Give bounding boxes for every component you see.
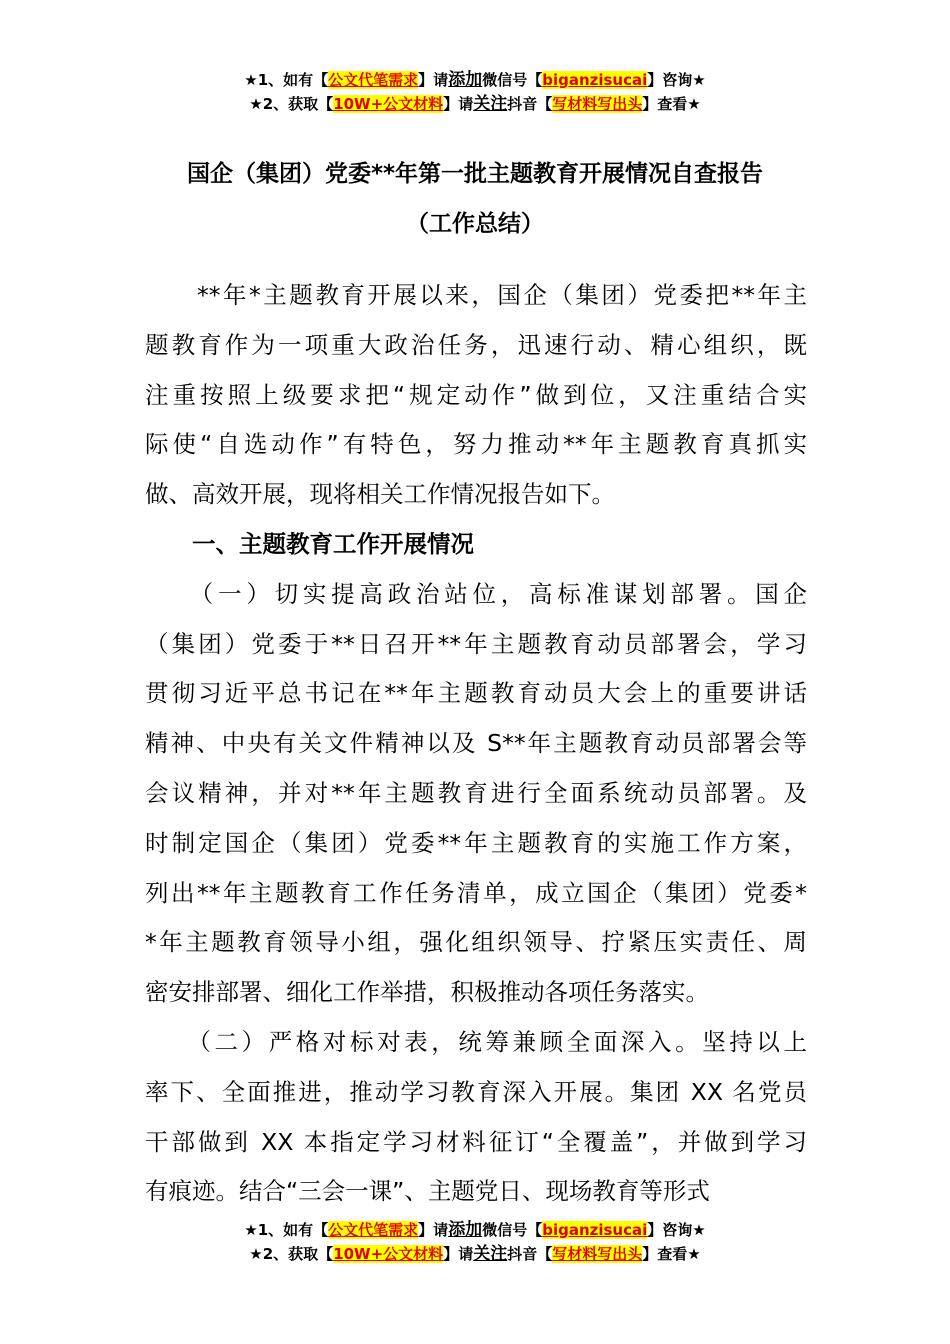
- text: 微信号【: [482, 1221, 543, 1239]
- paragraph-line: （二）严格对标对表，统筹兼顾全面深入。坚持以上: [145, 1028, 807, 1056]
- text: 】咨询★: [647, 1221, 706, 1239]
- highlight: 写材料写出头: [552, 95, 643, 113]
- banner-line-1: [0, 1218, 950, 1242]
- text: 关注: [473, 1244, 508, 1264]
- paragraph-line: 干部做到 XX 本指定学习材料征订“全覆盖”，并做到学习: [145, 1127, 807, 1156]
- paragraph-line: *年主题教育领导小组，强化组织领导、拧紧压实责任、周: [145, 928, 807, 957]
- banner-line-2: [0, 92, 950, 116]
- ad-banner-bottom: [0, 1218, 950, 1266]
- section-heading: 一、主题教育工作开展情况: [145, 530, 474, 558]
- banner-line-2: [0, 1242, 950, 1266]
- text: ★1、如有【: [244, 71, 329, 89]
- paragraph-line: （一）切实提高政治站位，高标准谋划部署。国企: [145, 579, 807, 608]
- text: 】请: [443, 1245, 474, 1263]
- highlight: 10W+公文材料: [333, 1245, 444, 1263]
- text: ★2、获取【: [249, 1245, 334, 1263]
- paragraph-line: 率下、全面推进，推动学习教育深入开展。集团 XX 名党员: [145, 1077, 807, 1106]
- paragraph-line: 时制定国企（集团）党委**年主题教育的实施工作方案，: [145, 828, 807, 857]
- text: 】咨询★: [647, 71, 706, 89]
- doc-subtitle: （工作总结）: [406, 211, 544, 237]
- text: 关注: [473, 94, 508, 114]
- banner-line-1: [0, 68, 950, 92]
- highlight: 公文代笔需求: [328, 71, 419, 89]
- highlight: 10W+公文材料: [333, 95, 444, 113]
- paragraph-line: 精神、中央有关文件精神以及 S**年主题教育动员部署会等: [145, 729, 807, 758]
- paragraph-line: 注重按照上级要求把“规定动作”做到位，又注重结合实: [145, 380, 807, 409]
- text: 添加: [448, 1220, 483, 1240]
- text: ★2、获取【: [249, 95, 334, 113]
- highlight: 公文代笔需求: [328, 1221, 419, 1239]
- paragraph-line: （集团）党委于**日召开**年主题教育动员部署会，学习: [145, 629, 807, 658]
- ad-banner-top: [0, 68, 950, 116]
- doc-title: 国企（集团）党委**年第一批主题教育开展情况自查报告: [186, 161, 764, 187]
- text: 添加: [448, 70, 483, 90]
- text: 抖音【: [507, 1245, 553, 1263]
- text: 】请: [418, 1221, 449, 1239]
- highlight: biganzisucai: [542, 1221, 648, 1239]
- text: 】请: [443, 95, 474, 113]
- paragraph-line: 题教育作为一项重大政治任务，迅速行动、精心组织，既: [145, 330, 807, 359]
- highlight: biganzisucai: [542, 71, 648, 89]
- paragraph-line: 列出**年主题教育工作任务清单，成立国企（集团）党委*: [145, 878, 807, 907]
- paragraph-line: 做、高效开展，现将相关工作情况报告如下。: [145, 480, 615, 509]
- paragraph-line: 密安排部署、细化工作举措，积极推动各项任务落实。: [145, 978, 709, 1007]
- paragraph-line: 贯彻习近平总书记在**年主题教育动员大会上的重要讲话: [145, 679, 807, 708]
- text: 】查看★: [642, 95, 701, 113]
- text: 抖音【: [507, 95, 553, 113]
- paragraph-line: 有痕迹。结合“三会一课”、主题党日、现场教育等形式: [145, 1177, 710, 1206]
- text: ★1、如有【: [244, 1221, 329, 1239]
- text: 微信号【: [482, 71, 543, 89]
- paragraph-line: 际使“自选动作”有特色，努力推动**年主题教育真抓实: [145, 430, 807, 459]
- highlight: 写材料写出头: [552, 1245, 643, 1263]
- paragraph-line: 会议精神，并对**年主题教育进行全面系统动员部署。及: [145, 779, 807, 807]
- paragraph-line: **年*主题教育开展以来，国企（集团）党委把**年主: [145, 281, 807, 309]
- text: 】请: [418, 71, 449, 89]
- text: 】查看★: [642, 1245, 701, 1263]
